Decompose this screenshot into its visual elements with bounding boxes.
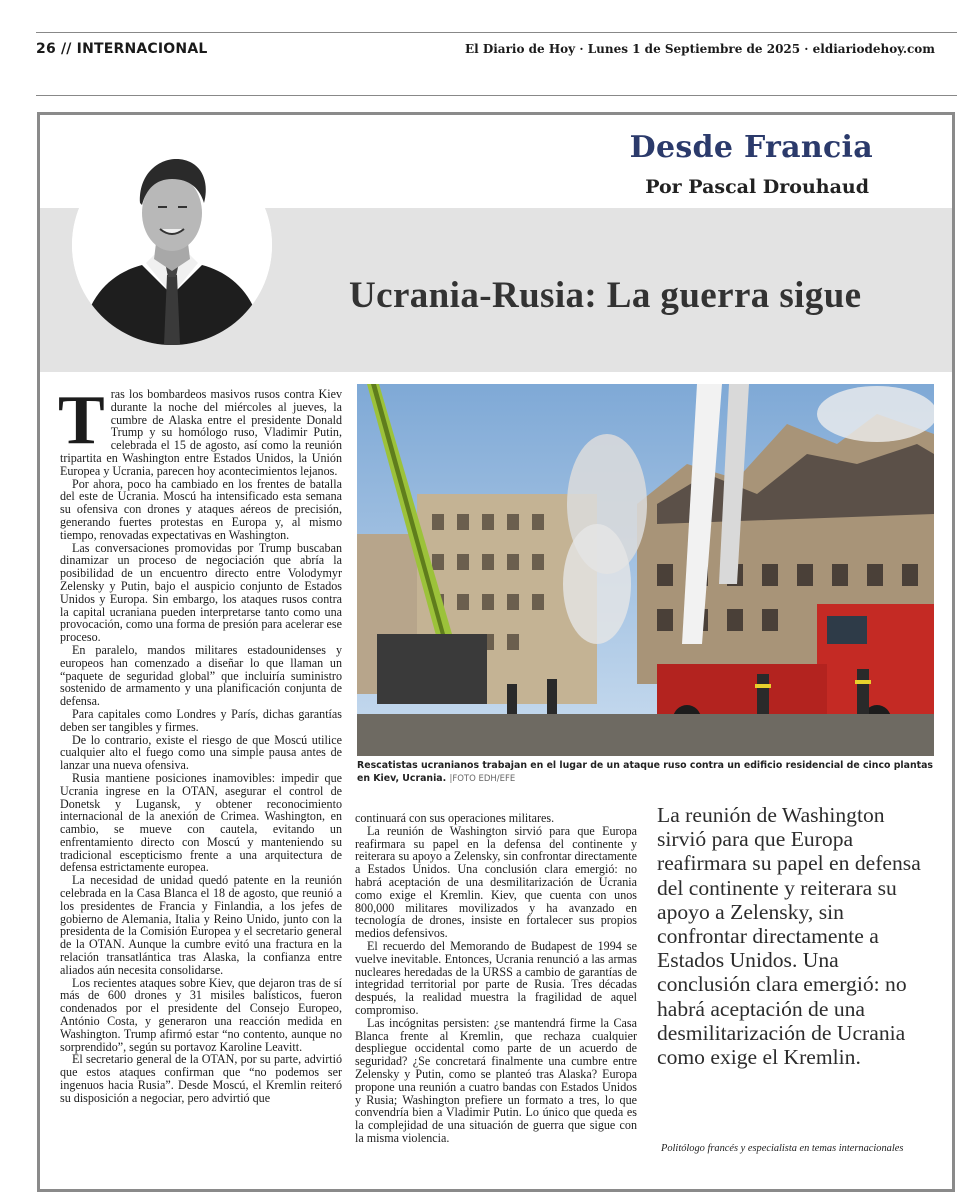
byline: Por Pascal Drouhaud [645,176,869,198]
dateline: El Diario de Hoy · Lunes 1 de Septiembre de 2025 · eldiariodehoy.com [464,42,935,56]
page-section-label: 26 // INTERNACIONAL [36,41,208,57]
photo-credit: |FOTO EDH/EFE [449,773,516,784]
column-section-title: Desde Francia [629,130,873,165]
paragraph: Por ahora, poco ha cambiado en los frentes de batalla del este de Ucrania. Moscú ha intensificado esta semana su ofensiva con drones y ataques aéreos de precisión, generando fuertes protestas en Europa y, al mismo tiempo, renovadas expectativas en Washington. [60,476,342,542]
paragraph: Los recientes ataques sobre Kiev, que dejaron tras de sí más de 600 drones y 31 misiles balísticos, fueron condenados por el presidente del Consejo Europeo, António Costa, y generaron una reacción medida en Washington. Trump afirmó estar “no contento, aunque no sorprendido”, según su portavoz Karoline Leavitt. [60,975,342,1054]
paragraph: Las conversaciones promovidas por Trump buscaban dinamizar un proceso de negociación que abría la posibilidad de un encuentro directo entre Volodymyr Zelensky y Putin, bajo el auspicio conjunto de Estados Unidos y Europa. Sin embargo, los ataques rusos contra la capital ucraniana pueden interpretarse tanto como una provocación, como una forma de presión para acelerar ese proceso. [60,540,342,645]
paragraph: Tras los bombardeos masivos rusos contra Kiev durante la noche del miércoles al jueves, la cumbre de Alaska entre el presidente Donald Trump y su homólogo ruso, Vladimir Putin, celebrada el 15 de agosto, así como la reunión tripartita en Washington entre Estados Unidos, la Unión Europea y Ucrania, parecen hoy acontecimientos lejanos. [58,382,342,478]
paragraph: Para capitales como Londres y París, dichas garantías deben ser tangibles y firmes. [60,706,342,734]
running-header [36,41,935,59]
header-bottom-rule [36,95,957,96]
news-photo [357,384,934,756]
paragraph: El recuerdo del Memorando de Budapest de 1994 se vuelve inevitable. Entonces, Ucrania renunció a las armas nucleares heredadas de la URSS a cambio de garantías de integridad territorial por parte de Rusia. Tres décadas después, la realidad muestra la fragilidad de aquel compromiso. [355,938,637,1017]
paragraph: De lo contrario, existe el riesgo de que Moscú utilice cualquier alto el fuego como una simple pausa antes de lanzar una nueva ofensiva. [60,732,342,773]
dropcap: T [58,382,105,459]
author-portrait [72,145,272,345]
photo-caption [357,760,937,785]
body-column-1 [58,382,342,1105]
caption-text: Rescatistas ucranianos trabajan en el lugar de un ataque ruso contra un edificio residencial de cinco plantas en Kiev, Ucrania. [357,760,934,784]
paragraph: El secretario general de la OTAN, por su parte, advirtió que estos ataques confirman que “no podemos ser ingenuos hacia Rusia”. Desde Moscú, el Kremlin reiteró su disposición a negociar, pero advirtió que [60,1052,342,1105]
paragraph: continuará con sus operaciones militares. [355,811,555,825]
header-top-rule [36,32,957,33]
paragraph: La necesidad de unidad quedó patente en la reunión celebrada en la Casa Blanca el 18 de agosto, que reunió a los presidentes de Francia y Finlandia, a los jefes de gobierno de Alemania, Italia y Reino Unido, junto con la presidenta de la Comisión Europea y el secretario general de la OTAN. Aunque la cumbre evitó una fractura en la relación transatlántica tras Alaska, la confianza entre aliados aún necesita consolidarse. [60,873,342,977]
author-portrait-image [72,145,272,345]
body-column-2 [355,812,637,1145]
pull-quote: La reunión de Washington sirvió para que Europa reafirmara su papel en defensa del continente y reiterara su apoyo a Zelensky, sin confrontar directamente a Estados Unidos. Una conclusión clara emergió: no habrá aceptación de una desmilitarización de Ucrania como exige el Kremlin. [657,803,921,1070]
headline: Ucrania-Rusia: La guerra sigue [349,275,862,316]
paragraph: En paralelo, mandos militares estadounidenses y europeos han comenzado a diseñar lo que llaman un “paquete de seguridad global” que incluiría suministro sostenido de armamento y una planificación conjunta de defensa. [60,642,342,709]
author-bio: Politólogo francés y especialista en temas internacionales [661,1143,904,1154]
paragraph: Las incógnitas persisten: ¿se mantendrá firme la Casa Blanca frente al Kremlin, que rechaza cualquier despliegue occidental como parte de un acuerdo de seguridad? ¿Se concretará finalmente una cumbre entre Zelensky y Putin, como se planteó tras Alaska? Europa propone una reunión a cuatro bandas con Estados Unidos y Rusia; Washington prefiere un formato a tres, lo que convendría bien a Vladimir Putin. Lo único que queda es la complejidad de una situación de guerra que sigue con la misma violencia. [355,1015,637,1145]
paragraph: Rusia mantiene posiciones inamovibles: impedir que Ucrania ingrese en la OTAN, asegurar el control de Donetsk y Lugansk, y obtener reconocimiento internacional de la anexión de Crimea. Washington, en cambio, se mueve con cautela, evitando un enfrentamiento directo con Moscú y manteniendo su tradicional escepticismo frente a una arquitectura de defensa estrictamente europea. [60,770,342,875]
paragraph: La reunión de Washington sirvió para que Europa reafirmara su papel en la defensa del continente y reiterara su apoyo a Zelensky, sin confrontar directamente a Estados Unidos. Una conclusión clara emergió: no habrá aceptación de una desmilitarización de Ucrania como exige el Kremlin. Kiev, que cuenta con unos 800,000 militares movilizados y ha avanzado en tecnología de drones, insiste en fortalecer sus propios medios defensivos. [355,823,637,941]
news-photo-image [357,384,934,756]
